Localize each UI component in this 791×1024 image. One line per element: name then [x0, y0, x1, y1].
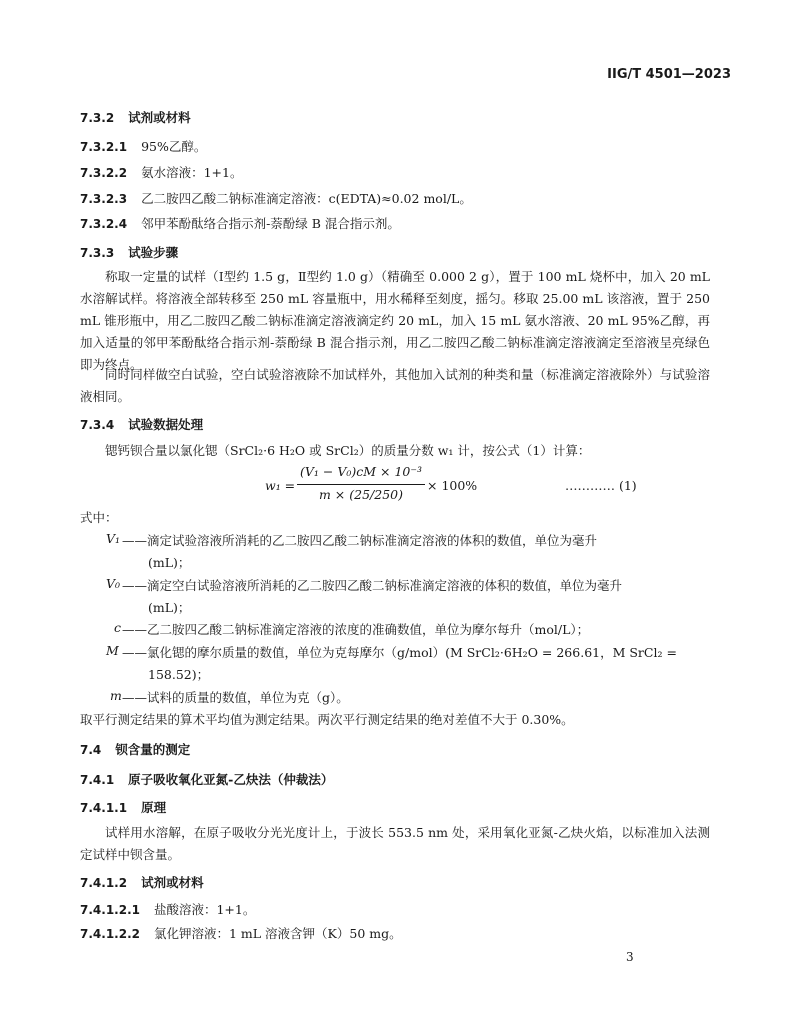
item-text: 邻甲苯酚酞络合指示剂-萘酚绿 B 混合指示剂。: [141, 216, 400, 231]
fraction-bar: [297, 484, 425, 485]
section-7-3-3-heading: [80, 243, 178, 261]
section-7-3-4-heading: [80, 415, 203, 433]
section-title: 试剂或材料: [128, 110, 191, 125]
def-symbol-v0: V₀: [106, 576, 121, 591]
section-title: 钡含量的测定: [115, 742, 191, 757]
where-label: 式中：: [80, 510, 118, 525]
section-title: 原理: [141, 800, 167, 815]
section-title: 试验数据处理: [128, 417, 204, 432]
def-symbol-v1: V₁: [106, 531, 121, 546]
formula-tail: × 100%: [427, 478, 478, 493]
def-text-v1: ——滴定试验溶液所消耗的乙二胺四乙酸二钠标准滴定溶液的体积的数值，单位为毫升: [122, 533, 598, 548]
def-text-m-molar: ——氯化锶的摩尔质量的数值，单位为克每摩尔（g/mol）(M SrCl₂·6H₂O = 266.61，M SrCl₂ =: [122, 645, 677, 660]
standard-number: IIG/T 4501—2023: [607, 67, 731, 82]
calculation-intro: 锶钙钡合量以氯化锶（SrCl₂·6 H₂O 或 SrCl₂）的质量分数 w₁ 计，按公式（1）计算：: [105, 443, 591, 458]
item-text: 氯化钾溶液：1 mL 溶液含钾（K）50 mg。: [153, 926, 402, 941]
item-number: 7.3.2.4: [80, 217, 128, 231]
section-number: 7.4.1.1: [80, 801, 128, 815]
section-7-4-heading: [80, 740, 190, 758]
section-7-3-2-heading: [80, 108, 191, 126]
section-7-4-1-heading: [80, 770, 333, 788]
formula-lhs: w₁ =: [265, 478, 296, 493]
procedure-paragraph: 称取一定量的试样（Ⅰ型约 1.5 g，Ⅱ型约 1.0 g）（精确至 0.000 2 g），置于 100 mL 烧杯中，加入 20 mL 水溶解试样。将溶液全部转移至 250 mL 容量瓶中，用水稀释至刻度，摇匀。移取 25.00 mL 该溶液，置于 250 mL 锥形瓶中，用乙二胺四乙酸二钠标准滴定溶液滴定约 20 mL，加入 15 mL 氨水溶液、20 mL 95%乙醇，再加入适量的邻甲苯酚酞络合指示剂-萘酚绿 B 混合指示剂，用乙二胺四乙酸二钠标准滴定溶液滴定至溶液呈亮绿色即为终点。: [80, 269, 710, 372]
formula-1: [265, 464, 705, 504]
item-7-4-1-2-2: [80, 924, 402, 942]
section-7-4-1-2-heading: [80, 873, 204, 891]
section-title: 试验步骤: [128, 245, 179, 260]
section-title: 原子吸收氧化亚氮-乙炔法（仲裁法）: [128, 772, 334, 787]
def-symbol-m-mass: m: [110, 688, 122, 703]
section-number: 7.3.3: [80, 246, 115, 260]
item-text: 95%乙醇。: [141, 139, 207, 154]
def-text-c: ——乙二胺四乙酸二钠标准滴定溶液的浓度的准确数值，单位为摩尔每升（mol/L）；: [122, 622, 590, 637]
item-7-3-2-2: [80, 163, 242, 181]
item-number: 7.3.2.1: [80, 140, 128, 154]
item-number: 7.4.1.2.2: [80, 927, 140, 941]
item-7-3-2-1: [80, 137, 206, 155]
section-number: 7.4.1: [80, 773, 115, 787]
item-number: 7.3.2.2: [80, 166, 128, 180]
principle-paragraph: 试样用水溶解，在原子吸收分光光度计上，于波长 553.5 nm 处，采用氧化亚氮-乙炔火焰，以标准加入法测定试样中钡含量。: [80, 825, 710, 862]
def-cont-v1: (mL)；: [148, 555, 191, 570]
section-number: 7.3.2: [80, 111, 115, 125]
item-text: 氨水溶液：1+1。: [141, 165, 243, 180]
section-number: 7.4: [80, 743, 102, 757]
def-cont-v0: (mL)；: [148, 600, 191, 615]
def-text-m-mass: ——试料的质量的数值，单位为克（g）。: [122, 690, 349, 705]
item-text: 盐酸溶液：1+1。: [153, 902, 256, 917]
section-number: 7.3.4: [80, 418, 115, 432]
def-symbol-m-molar: M: [106, 643, 119, 658]
formula-numerator: (V₁ − V₀)cM × 10⁻³: [300, 464, 422, 479]
def-text-v0: ——滴定空白试验溶液所消耗的乙二胺四乙酸二钠标准滴定溶液的体积的数值，单位为毫升: [122, 578, 623, 593]
item-7-3-2-3: [80, 189, 472, 207]
item-number: 7.4.1.2.1: [80, 903, 140, 917]
blank-test-paragraph: 同时同样做空白试验，空白试验溶液除不加试样外，其他加入试剂的种类和量（标准滴定溶液除外）与试验溶液相同。: [80, 367, 710, 404]
def-cont-m-molar: 158.52)；: [148, 667, 210, 682]
equation-number: ………… (1): [565, 478, 637, 493]
section-number: 7.4.1.2: [80, 876, 128, 890]
section-title: 试剂或材料: [141, 875, 204, 890]
page-number: 3: [626, 950, 634, 964]
result-paragraph: 取平行测定结果的算术平均值为测定结果。两次平行测定结果的绝对差值不大于 0.30%。: [80, 712, 574, 727]
item-7-4-1-2-1: [80, 900, 255, 918]
def-symbol-c: c: [114, 620, 122, 635]
formula-denominator: m × (25/250): [318, 487, 403, 502]
item-number: 7.3.2.3: [80, 192, 128, 206]
item-7-3-2-4: [80, 214, 400, 232]
item-text: 乙二胺四乙酸二钠标准滴定溶液：c(EDTA)≈0.02 mol/L。: [141, 191, 472, 206]
section-7-4-1-1-heading: [80, 798, 166, 816]
